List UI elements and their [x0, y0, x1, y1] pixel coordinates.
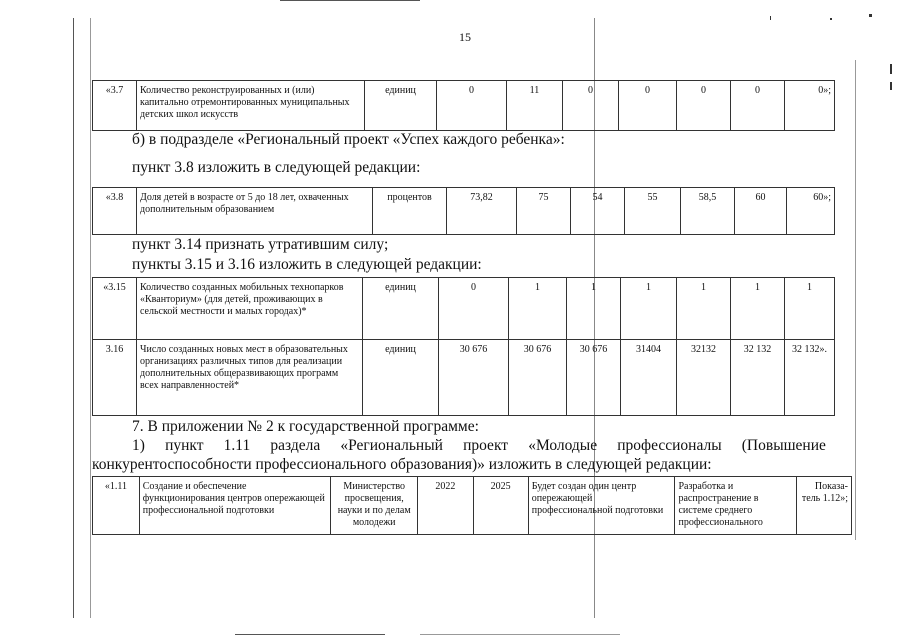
indicator-reference: Показа-тель 1.12»; [796, 477, 851, 535]
value-cell: 0»; [785, 81, 835, 131]
unit-cell: единиц [363, 340, 439, 416]
unit-cell: единиц [363, 278, 439, 340]
paragraph-1-continuation: конкурентоспособности профессионального образования)» изложить в следующей редакции: [92, 456, 712, 473]
value-cell: 58,5 [681, 188, 735, 235]
scan-speck [869, 14, 872, 17]
value-cell: 1 [567, 278, 621, 340]
value-cell: 30 676 [439, 340, 509, 416]
row-number: «3.15 [93, 278, 137, 340]
value-cell: 60»; [787, 188, 835, 235]
value-cell: 0 [677, 81, 731, 131]
row-number: «3.7 [93, 81, 137, 131]
table-3-7 [92, 80, 835, 131]
expected-result: Будет создан один центр опережающей профессиональной подготовки [528, 477, 675, 535]
table-3-8 [92, 187, 835, 235]
paragraph-item-3-14: пункт 3.14 признать утратившим силу; [132, 236, 389, 253]
value-cell: 1 [677, 278, 731, 340]
scan-edge-line-left [73, 18, 74, 618]
table-row [93, 188, 835, 235]
value-cell: 0 [439, 278, 509, 340]
value-cell: 0 [731, 81, 785, 131]
value-cell: 32 132». [785, 340, 835, 416]
scan-top-line [280, 0, 420, 1]
scan-edge-line-left-inner [90, 18, 91, 618]
value-cell: 30 676 [509, 340, 567, 416]
row-number: «3.8 [93, 188, 137, 235]
paragraph-1-justified [132, 437, 826, 455]
scan-speck [770, 16, 771, 20]
indicator-name: Количество созданных мобильных технопарков «Кванториум» (для детей, проживающих в сельской местности и малых городах)* [137, 278, 363, 340]
paragraph-items-3-15-3-16: пункты 3.15 и 3.16 изложить в следующей редакции: [132, 256, 482, 273]
table-row [93, 278, 835, 340]
activity-name: Создание и обеспечение функционирования центров опережающей профессиональной подготовки [139, 477, 330, 535]
paragraph-word: «Региональный [340, 437, 443, 454]
table-3-15-3-16 [92, 277, 835, 416]
value-cell: 75 [517, 188, 571, 235]
value-cell: 1 [731, 278, 785, 340]
table-row [93, 81, 835, 131]
page-number: 15 [459, 30, 471, 44]
table-row [93, 340, 835, 416]
table-1-11 [92, 476, 852, 535]
development-description: Разработка и распространение в системе среднего профессионального [675, 477, 796, 535]
paragraph-7: 7. В приложении № 2 к государственной программе: [132, 418, 479, 435]
value-cell: 1 [785, 278, 835, 340]
paragraph-word: проект [463, 437, 509, 454]
paragraph-b: б) в подразделе «Региональный проект «Успех каждого ребенка»: [132, 131, 565, 148]
responsible-org: Министерство просвещения, науки и по делам молодежи [331, 477, 418, 535]
row-number: «1.11 [93, 477, 140, 535]
unit-cell: единиц [365, 81, 437, 131]
paragraph-word: 1) [132, 437, 145, 454]
start-year: 2022 [418, 477, 473, 535]
indicator-name: Число созданных новых мест в образовательных организациях различных типов для реализации дополнительных общеразвивающих программ всех направленностей* [137, 340, 363, 416]
value-cell: 0 [619, 81, 677, 131]
paragraph-item-3-8: пункт 3.8 изложить в следующей редакции: [132, 159, 421, 176]
value-cell: 1 [621, 278, 677, 340]
scan-speck [830, 18, 832, 20]
table-row [93, 477, 852, 535]
paragraph-word: «Молодые [528, 437, 598, 454]
value-cell: 30 676 [567, 340, 621, 416]
value-cell: 32132 [677, 340, 731, 416]
scan-speck [890, 64, 892, 74]
value-cell: 0 [563, 81, 619, 131]
paragraph-word: раздела [270, 437, 321, 454]
value-cell: 0 [437, 81, 507, 131]
row-number: 3.16 [93, 340, 137, 416]
unit-cell: процентов [373, 188, 447, 235]
value-cell: 11 [507, 81, 563, 131]
indicator-name: Количество реконструированных и (или) капитально отремонтированных муниципальных детских школ искусств [137, 81, 365, 131]
value-cell: 32 132 [731, 340, 785, 416]
paragraph-word: пункт [165, 437, 204, 454]
paragraph-word: 1.11 [223, 437, 251, 454]
value-cell: 31404 [621, 340, 677, 416]
value-cell: 55 [625, 188, 681, 235]
value-cell: 60 [735, 188, 787, 235]
scan-edge-line-right [855, 60, 856, 540]
paragraph-word: (Повышение [741, 437, 826, 454]
end-year: 2025 [473, 477, 528, 535]
scan-bottom-line-2 [420, 634, 620, 635]
value-cell: 1 [509, 278, 567, 340]
scan-bottom-line [235, 634, 385, 635]
indicator-name: Доля детей в возрасте от 5 до 18 лет, охваченных дополнительным образованием [137, 188, 373, 235]
value-cell: 73,82 [447, 188, 517, 235]
value-cell: 54 [571, 188, 625, 235]
paragraph-word: профессионалы [617, 437, 722, 454]
scan-speck [890, 82, 892, 90]
